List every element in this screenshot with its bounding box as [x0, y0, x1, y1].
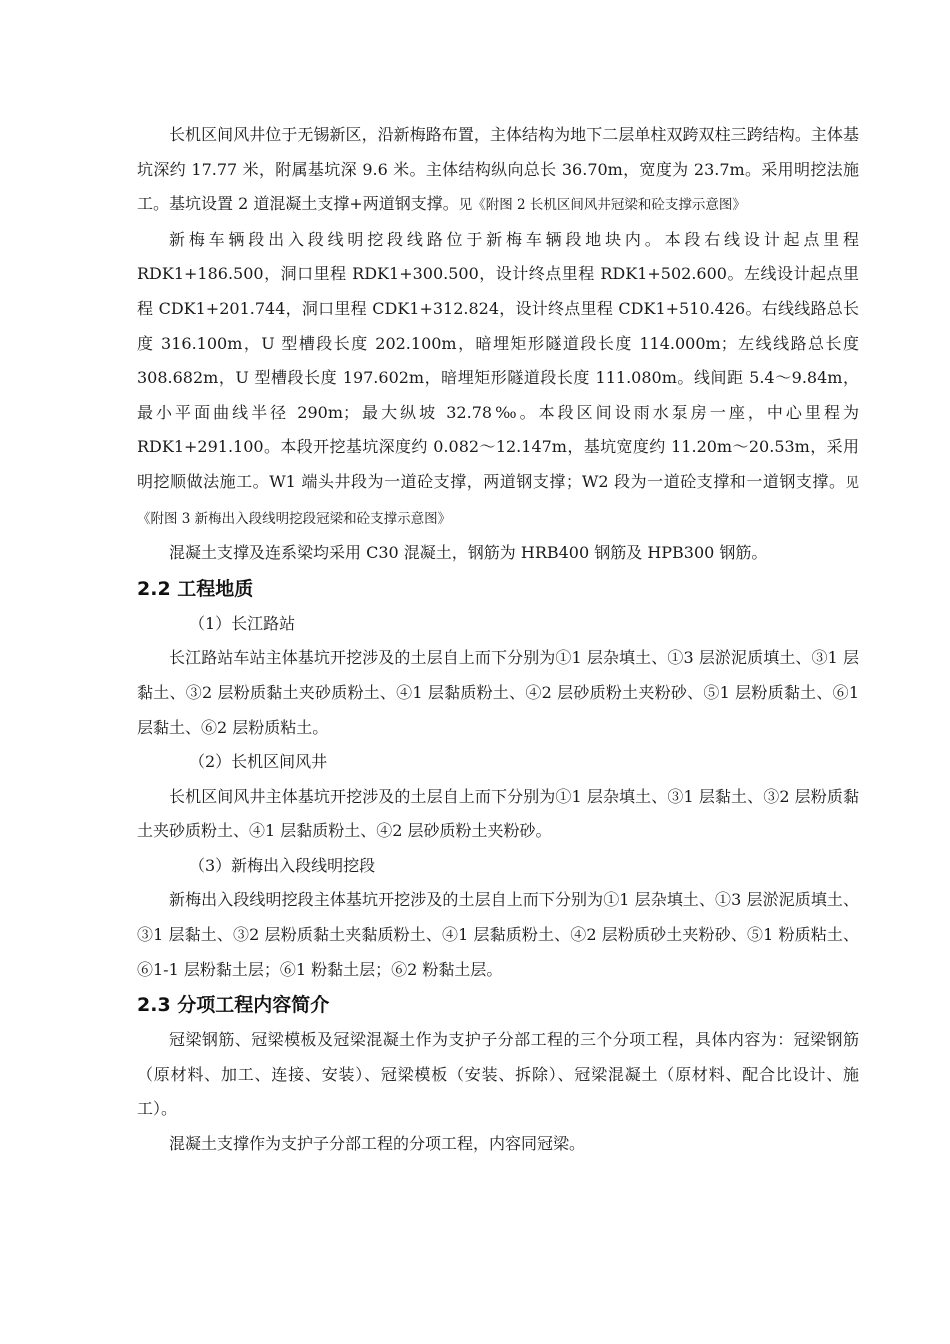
subsection-title: （3）新梅出入段线明挖段: [189, 855, 376, 875]
subsection-title: （1）长江路站: [189, 613, 296, 633]
paragraph-geology-changjiang: 长江路站车站主体基坑开挖涉及的土层自上而下分别为①1 层杂填土、①3 层淤泥质填土、③1 层黏土、③2 层粉质黏土夹砂质粉土、④1 层黏质粉土、④2 层砂质粉土夹粉砂、⑤1 层粉质黏土、⑥1 层黏土、⑥2 层粉质粘土。: [137, 648, 859, 737]
figure-reference: 见《附图 3 新梅出入段线明挖段冠梁和砼支撑示意图》: [137, 474, 859, 527]
paragraph-depot-line: [137, 223, 859, 536]
paragraph-text: 长机区间风井位于无锡新区，沿新梅路布置，主体结构为地下二层单柱双跨双柱三跨结构。主体基坑深约 17.77 米，附属基坑深 9.6 米。主体结构纵向总长 36.70m，宽度为 23.7m。采用明挖法施工。基坑设置 2 道混凝土支撑+两道钢支撑。: [137, 125, 859, 214]
figure-reference: 见《附图 2 长机区间风井冠梁和砼支撑示意图》: [458, 197, 746, 214]
section-heading-geology: 2.2 工程地质: [137, 577, 254, 600]
paragraph-concrete-spec: 混凝土支撑及连系梁均采用 C30 混凝土，钢筋为 HRB400 钢筋及 HPB300 钢筋。: [169, 543, 768, 563]
paragraph-crown-beam: 冠梁钢筋、冠梁模板及冠梁混凝土作为支护子分部工程的三个分项工程，具体内容为：冠梁钢筋（原材料、加工、连接、安装）、冠梁模板（安装、拆除）、冠梁混凝土（原材料、配合比设计、施工）。: [137, 1030, 859, 1119]
subsection-title: （2）长机区间风井: [189, 752, 328, 772]
document-body: [137, 118, 859, 1162]
paragraph-text: 新梅车辆段出入段线明挖段线路位于新梅车辆段地块内。本段右线设计起点里程 RDK1+186.500，洞口里程 RDK1+300.500，设计终点里程 RDK1+502.600。左线设计起点里程 CDK1+201.744，洞口里程 CDK1+312.824，设计终点里程 CDK1+510.426。右线线路总长度 316.100m，U 型槽段长度 202.100m，暗埋矩形隧道段长度 114.000m；左线线路总长度 308.682m，U 型槽段长度 197.602m，暗埋矩形隧道段长度 111.080m。线间距 5.4～9.84m，最小平面曲线半径 290m；最大纵坡 32.78‰。本段区间设雨水泵房一座，中心里程为 RDK1+291.100。本段开挖基坑深度约 0.082～12.147m，基坑宽度约 11.20m～20.53m，采用明挖顺做法施工。W1 端头井段为一道砼支撑，两道钢支撑；W2 段为一道砼支撑和一道钢支撑。: [137, 229, 859, 491]
paragraph-geology-xinmei: 新梅出入段线明挖段主体基坑开挖涉及的土层自上而下分别为①1 层杂填土、①3 层淤泥质填土、③1 层黏土、③2 层粉质黏土夹黏质粉土、④1 层黏质粉土、④2 层粉质砂土夹粉砂、⑤1 粉质粘土、⑥1-1 层粉黏土层；⑥1 粉黏土层；⑥2 粉黏土层。: [137, 890, 859, 979]
section-heading-subitems: 2.3 分项工程内容简介: [137, 994, 330, 1017]
paragraph-concrete-support: 混凝土支撑作为支护子分部工程的分项工程，内容同冠梁。: [169, 1134, 586, 1154]
paragraph-geology-wind-shaft: 长机区间风井主体基坑开挖涉及的土层自上而下分别为①1 层杂填土、③1 层黏土、③2 层粉质黏土夹砂质粉土、④1 层黏质粉土、④2 层砂质粉土夹粉砂。: [137, 786, 859, 841]
paragraph-wind-shaft: [137, 118, 859, 223]
